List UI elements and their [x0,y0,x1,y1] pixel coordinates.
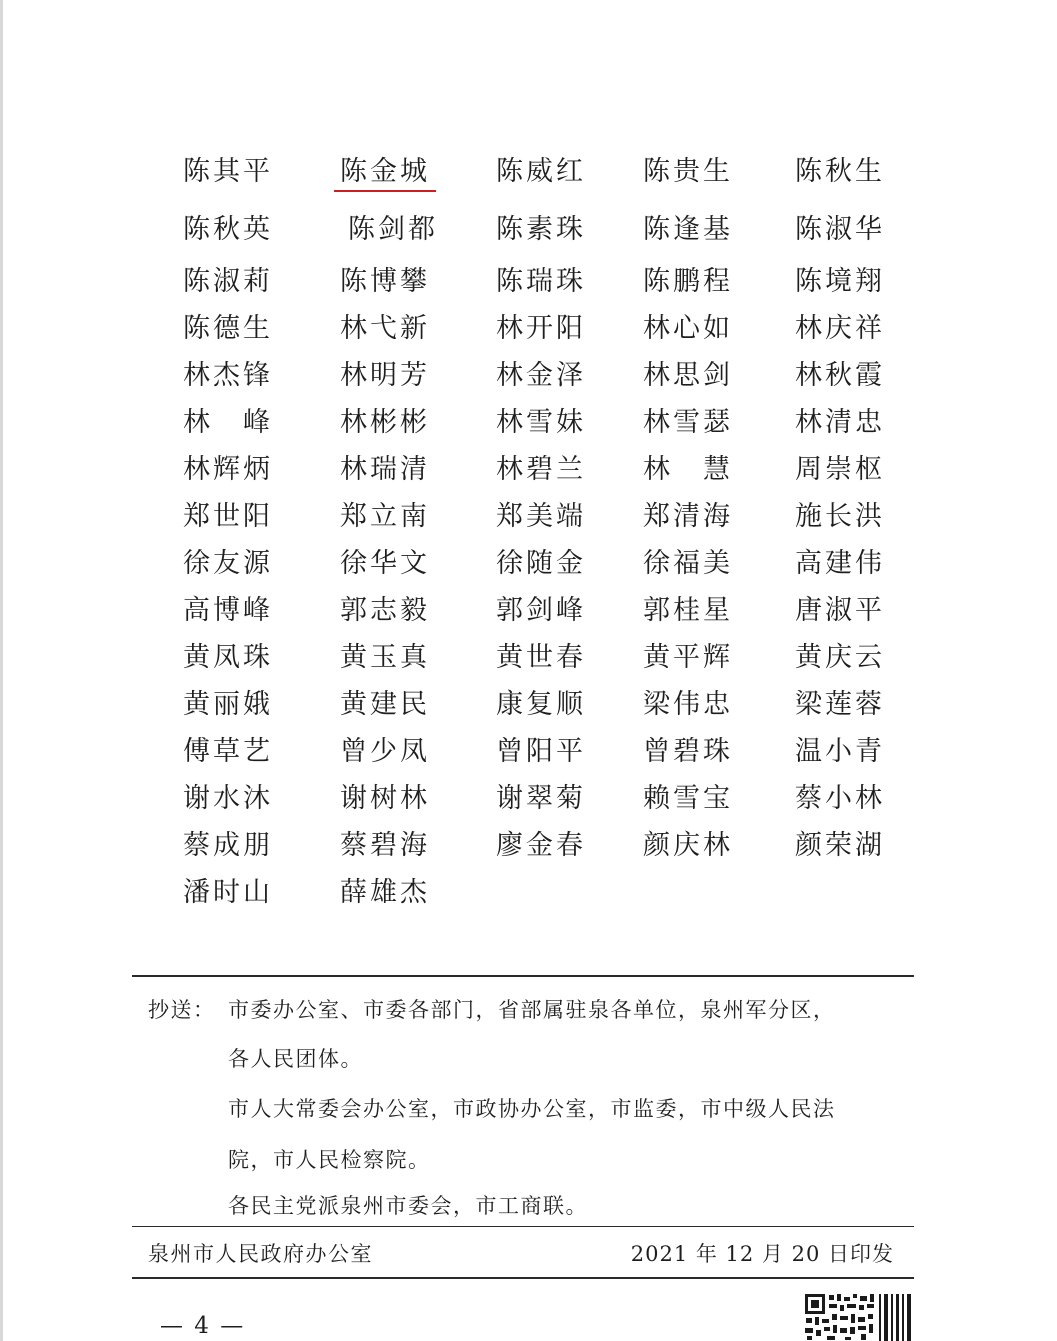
name-r4-c1: 陈德生 [183,313,273,344]
name-r15-c2: 蔡碧海 [340,830,430,861]
name-r16-c1: 潘时山 [183,877,273,908]
cc-label: 抄送： [148,998,216,1022]
name-r13-c4: 曾碧珠 [643,736,733,767]
name-r10-c1: 高博峰 [183,595,273,626]
separator-top [132,975,914,977]
name-r5-c5: 林秋霞 [795,360,885,391]
name-r1-c3: 陈威红 [496,156,586,187]
name-r3-c2: 陈博攀 [340,266,430,297]
name-r12-c4: 梁伟忠 [643,689,733,720]
name-r14-c5: 蔡小林 [795,783,885,814]
name-r2-c5: 陈淑华 [795,214,885,245]
name-r10-c4: 郭桂星 [643,595,733,626]
name-r4-c3: 林开阳 [496,313,586,344]
name-r9-c4: 徐福美 [643,548,733,579]
name-r7-c1: 林辉炳 [183,454,273,485]
name-r16-c2: 薛雄杰 [340,877,430,908]
name-r14-c3: 谢翠菊 [496,783,586,814]
name-r15-c1: 蔡成朋 [183,830,273,861]
name-r10-c3: 郭剑峰 [496,595,586,626]
cc-line-3: 市人大常委会办公室，市政协办公室，市监委，市中级人民法 [228,1097,836,1121]
name-r13-c1: 傅草艺 [183,736,273,767]
name-r14-c1: 谢水沐 [183,783,273,814]
name-r7-c2: 林瑞清 [340,454,430,485]
name-r15-c3: 廖金春 [496,830,586,861]
name-r1-c5: 陈秋生 [795,156,885,187]
name-r9-c5: 高建伟 [795,548,885,579]
name-r9-c2: 徐华文 [340,548,430,579]
name-r11-c4: 黄平辉 [643,642,733,673]
name-r1-c4: 陈贵生 [643,156,733,187]
name-r10-c2: 郭志毅 [340,595,430,626]
issuing-office: 泉州市人民政府办公室 [148,1242,373,1266]
name-r7-c4: 林 慧 [643,454,733,485]
name-r6-c1: 林 峰 [183,407,273,438]
name-r11-c1: 黄凤珠 [183,642,273,673]
name-r5-c1: 林杰锋 [183,360,273,391]
name-r8-c1: 郑世阳 [183,501,273,532]
name-r11-c5: 黄庆云 [795,642,885,673]
name-r5-c3: 林金泽 [496,360,586,391]
name-r13-c3: 曾阳平 [496,736,586,767]
name-r2-c3: 陈素珠 [496,214,586,245]
name-r7-c5: 周崇枢 [795,454,885,485]
name-r8-c3: 郑美端 [496,501,586,532]
name-r6-c3: 林雪妹 [496,407,586,438]
name-r14-c4: 赖雪宝 [643,783,733,814]
page-number: — 4 — [160,1313,246,1339]
name-r6-c2: 林彬彬 [340,407,430,438]
name-r8-c4: 郑清海 [643,501,733,532]
name-r15-c4: 颜庆林 [643,830,733,861]
name-r4-c2: 林弋新 [340,313,430,344]
name-r12-c1: 黄丽娥 [183,689,273,720]
issue-date: 2021 年 12 月 20 日印发 [630,1242,894,1266]
name-r6-c5: 林清忠 [795,407,885,438]
name-r1-c1: 陈其平 [183,156,273,187]
separator-bottom [132,1277,914,1279]
name-r13-c5: 温小青 [795,736,885,767]
name-r3-c3: 陈瑞珠 [496,266,586,297]
name-r6-c4: 林雪瑟 [643,407,733,438]
name-r4-c5: 林庆祥 [795,313,885,344]
name-r2-c2: 陈剑都 [348,214,438,245]
name-r12-c2: 黄建民 [340,689,430,720]
cc-line-2: 各人民团体。 [228,1047,363,1071]
name-r4-c4: 林心如 [643,313,733,344]
name-r2-c1: 陈秋英 [183,214,273,245]
name-r3-c1: 陈淑莉 [183,266,273,297]
highlighted-name: 陈金城 [334,155,436,192]
name-r5-c4: 林思剑 [643,360,733,391]
cc-line-4: 院，市人民检察院。 [228,1148,431,1172]
name-r11-c2: 黄玉真 [340,642,430,673]
separator-middle [132,1226,914,1227]
name-r7-c3: 林碧兰 [496,454,586,485]
name-r3-c5: 陈境翔 [795,266,885,297]
name-r15-c5: 颜荣湖 [795,830,885,861]
name-r9-c1: 徐友源 [183,548,273,579]
cc-line-1: 市委办公室、市委各部门，省部属驻泉各单位，泉州军分区， [228,998,836,1022]
name-r3-c4: 陈鹏程 [643,266,733,297]
name-r8-c2: 郑立南 [340,501,430,532]
qr-code-icon [803,1292,913,1341]
name-r8-c5: 施长洪 [795,501,885,532]
name-r9-c3: 徐随金 [496,548,586,579]
name-r11-c3: 黄世春 [496,642,586,673]
cc-line-5: 各民主党派泉州市委会，市工商联。 [228,1194,588,1218]
name-r12-c3: 康复顺 [496,689,586,720]
name-r12-c5: 梁莲蓉 [795,689,885,720]
name-r14-c2: 谢树林 [340,783,430,814]
name-r5-c2: 林明芳 [340,360,430,391]
name-r10-c5: 唐淑平 [795,595,885,626]
name-r2-c4: 陈逢基 [643,214,733,245]
name-r13-c2: 曾少凤 [340,736,430,767]
